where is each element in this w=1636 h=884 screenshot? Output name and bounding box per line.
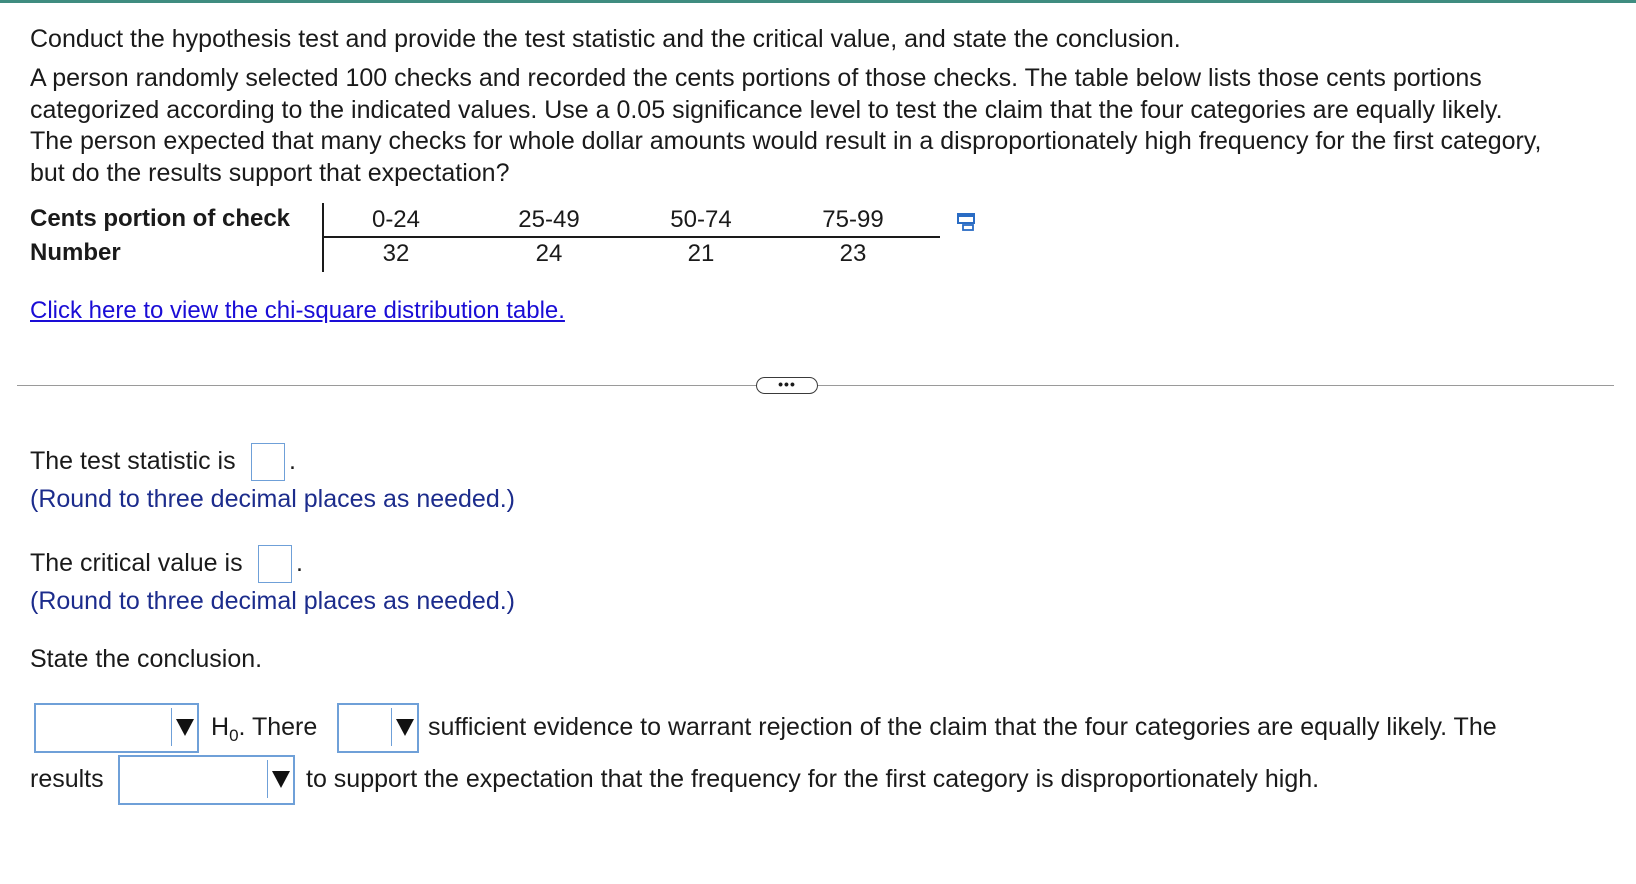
there-text: . There (238, 713, 318, 741)
chevron-down-icon (391, 708, 417, 746)
reject-decision-dropdown[interactable] (34, 703, 199, 753)
question-body (30, 63, 1541, 189)
chevron-down-icon (171, 708, 197, 746)
chi-square-table-link[interactable]: Click here to view the chi-square distribution table. (30, 297, 565, 324)
test-statistic-hint: (Round to three decimal places as needed.) (30, 485, 516, 513)
conclusion-sentence-2: to support the expectation that the frequency for the first category is disproportionately high. (306, 765, 1320, 793)
table-value: 32 (382, 240, 410, 267)
table-category: 0-24 (371, 206, 421, 233)
evidence-dropdown[interactable] (337, 703, 419, 753)
chevron-down-icon (267, 760, 293, 798)
row-header-cents: Cents portion of check (30, 205, 291, 232)
more-options-button[interactable]: ••• (756, 377, 818, 394)
question-line: A person randomly selected 100 checks and recorded the cents portions of those checks. The table below lists those cents portions (30, 64, 1482, 92)
critical-value-input[interactable] (258, 545, 292, 583)
top-accent-bar (0, 0, 1636, 3)
row-header-number: Number (30, 239, 121, 266)
question-line: The person expected that many checks for whole dollar amounts would result in a disproportionately high frequency for the first category, (30, 127, 1542, 155)
h0-text (211, 713, 317, 746)
results-support-dropdown[interactable] (118, 755, 295, 805)
test-statistic-input[interactable] (251, 443, 285, 481)
h0-letter: H (211, 713, 230, 741)
table-category: 50-74 (670, 206, 732, 233)
table-category: 75-99 (822, 206, 884, 233)
table-horizontal-rule (322, 236, 940, 238)
question-line: categorized according to the indicated values. Use a 0.05 significance level to test the claim that the four categories are equally likely. (30, 95, 1503, 124)
table-value: 21 (687, 240, 715, 267)
table-category: 25-49 (518, 206, 580, 233)
copy-table-icon[interactable] (957, 213, 979, 231)
test-statistic-period: . (289, 447, 296, 475)
table-value: 24 (535, 240, 563, 267)
results-label: results (30, 765, 104, 793)
conclusion-label: State the conclusion. (30, 645, 263, 673)
conclusion-sentence-1: sufficient evidence to warrant rejection of the claim that the four categories are equally likely. The (428, 713, 1497, 741)
question-line: but do the results support that expectation? (30, 158, 510, 187)
critical-value-period: . (296, 549, 303, 577)
question-intro: Conduct the hypothesis test and provide the test statistic and the critical value, and state the conclusion. (30, 25, 1181, 53)
table-value: 23 (839, 240, 867, 267)
critical-value-label: The critical value is (30, 549, 243, 577)
test-statistic-label: The test statistic is (30, 447, 236, 475)
h0-subscript: 0 (229, 726, 239, 745)
critical-value-hint: (Round to three decimal places as needed.) (30, 587, 516, 615)
